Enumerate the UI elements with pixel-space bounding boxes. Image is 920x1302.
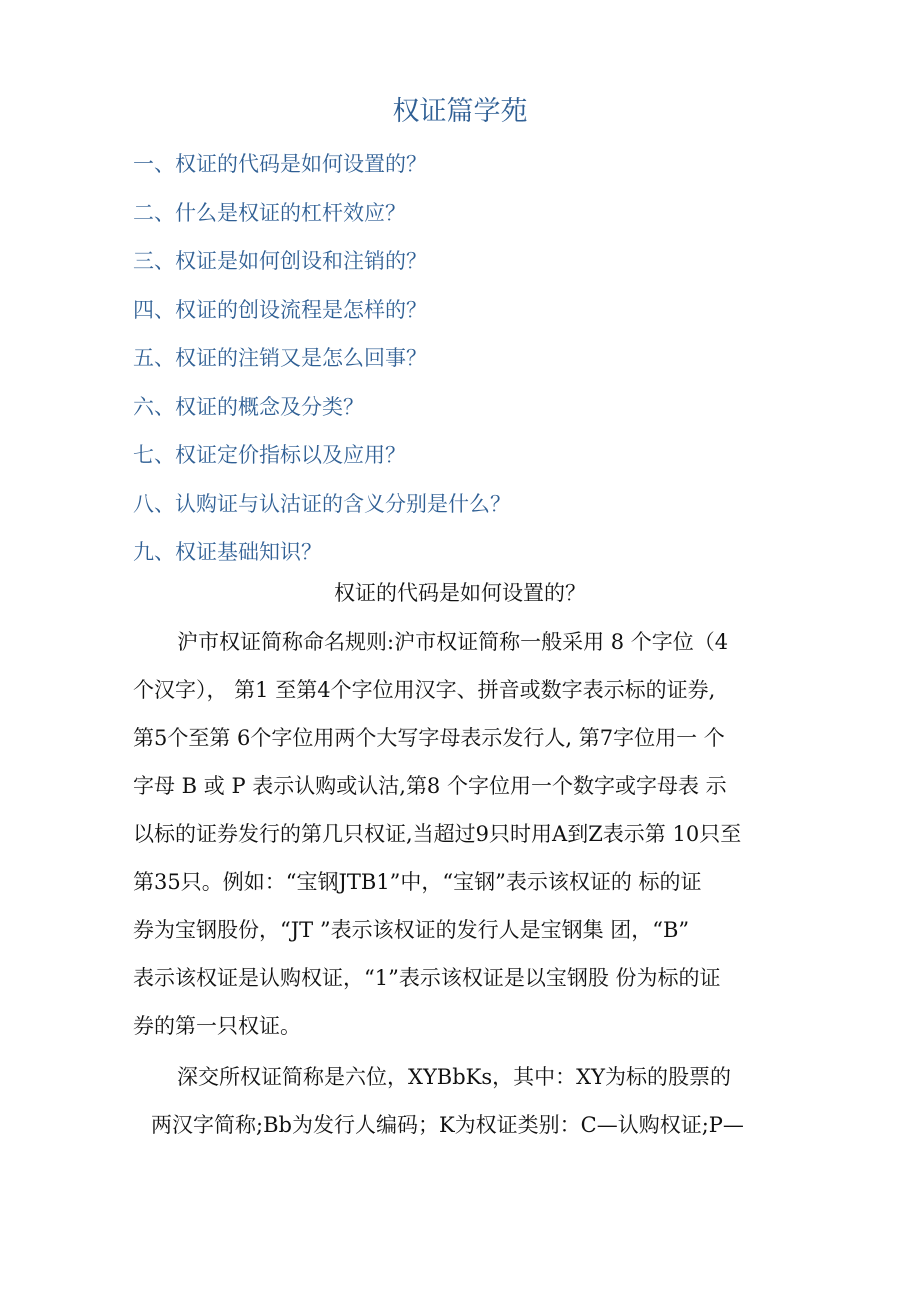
table-of-contents (133, 140, 511, 577)
toc-item: 一、权证的代码是如何设置的？ (133, 152, 427, 176)
toc-item: 八、认购证与认沽证的含义分别是什么？ (133, 491, 511, 516)
toc-item: 九、权证基础知识？ (133, 540, 322, 564)
toc-item: 七、权证定价指标以及应用？ (133, 443, 406, 467)
toc-item: 三、权证是如何创设和注销的？ (133, 249, 427, 273)
document-title: 权证篇学苑 (392, 96, 528, 127)
toc-item: 四、权证的创设流程是怎样的？ (133, 297, 427, 322)
toc-item: 二、什么是权证的杠杆效应？ (133, 200, 406, 225)
paragraph-line: 以标的证券发行的第几只权证,当超过9只时用A到Z表示第 10只至 (133, 822, 742, 846)
paragraph-line: 第35只。例如：“宝钢JTB1”中，“宝钢”表示该权证的 标的证 (133, 870, 702, 894)
paragraph-line: 表示该权证是认购权证，“1”表示该权证是以宝钢股 份为标的证 (133, 966, 721, 990)
paragraph-line: 券的第一只权证。 (133, 1014, 301, 1038)
toc-item: 五、权证的注销又是怎么回事？ (133, 346, 427, 370)
paragraph-line: 深交所权证简称是六位，XYBbKs，其中：XY为标的股票的 (177, 1065, 731, 1089)
paragraph-line: 个汉字）， 第1 至第4个字位用汉字、拼音或数字表示标的证券, (133, 678, 716, 702)
paragraph-line: 沪市权证简称命名规则:沪市权证简称一般采用 8 个字位（4 (177, 630, 729, 654)
paragraph-line: 第5个至第 6个字位用两个大写字母表示发行人, 第7字位用一 个 (133, 726, 725, 750)
paragraph-line: 两汉字简称;Bb为发行人编码；K为权证类别：C—认购权证;P— (151, 1113, 744, 1137)
section-heading: 权证的代码是如何设置的？ (334, 581, 586, 605)
toc-item: 六、权证的概念及分类？ (133, 394, 364, 419)
paragraph-line: 字母 B 或 P 表示认购或认沽,第8 个字位用一个数字或字母表 示 (133, 774, 727, 798)
paragraph-line: 券为宝钢股份，“JT ”表示该权证的发行人是宝钢集 团，“B” (133, 918, 690, 942)
